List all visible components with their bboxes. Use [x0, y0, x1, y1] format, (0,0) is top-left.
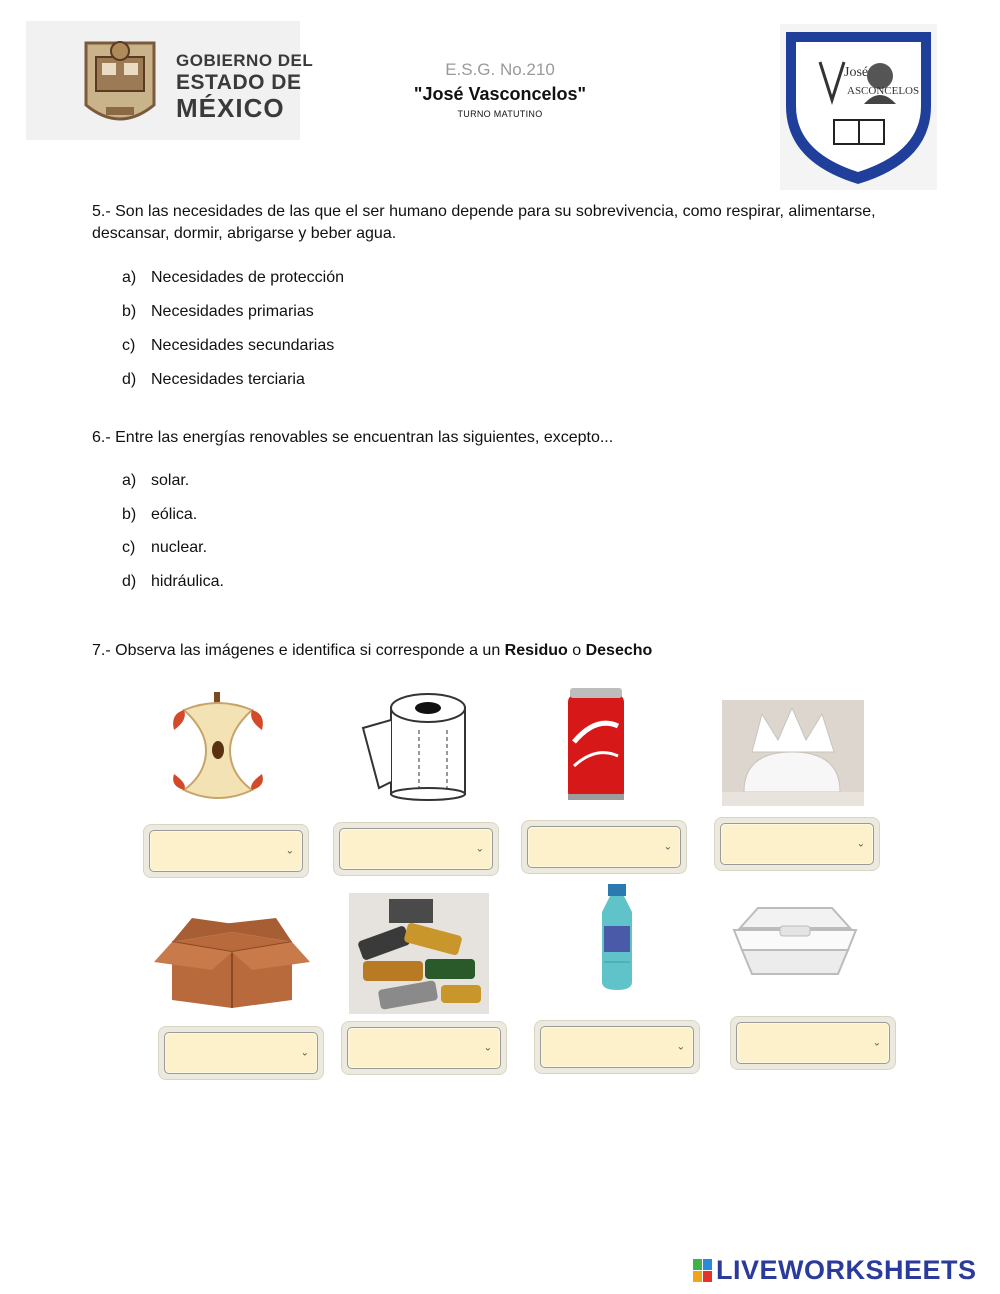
q5-option-a	[122, 269, 344, 287]
gov-line-1: GOBIERNO DEL	[176, 51, 314, 70]
q5-option-b	[122, 303, 314, 321]
question-6-text: 6.- Entre las energías renovables se encuentran las siguientes, excepto...	[92, 429, 614, 446]
chevron-down-icon: ⌄	[475, 843, 484, 855]
option-text: solar.	[151, 472, 190, 489]
option-letter: b)	[122, 303, 137, 320]
q6-option-d	[122, 573, 224, 591]
chevron-down-icon: ⌄	[663, 841, 672, 853]
government-name	[176, 52, 313, 121]
chevron-down-icon: ⌄	[872, 1037, 881, 1049]
gov-line-2: ESTADO DE	[176, 71, 302, 94]
q6-option-c	[122, 539, 207, 557]
liveworksheets-logo	[693, 1255, 977, 1286]
school-shift: TURNO MATUTINO	[457, 109, 543, 119]
q5-option-d	[122, 371, 305, 389]
cardboard-box-image	[152, 912, 312, 1008]
option-letter: a)	[122, 472, 137, 489]
chevron-down-icon: ⌄	[285, 845, 294, 857]
option-letter: c)	[122, 539, 136, 556]
school-name: "José Vasconcelos"	[413, 84, 587, 104]
classification-dropdown-1[interactable]	[143, 824, 309, 878]
classification-dropdown-5[interactable]	[158, 1026, 324, 1080]
lw-blocks-icon	[693, 1259, 713, 1283]
option-letter: c)	[122, 337, 136, 354]
school-code: E.S.G. No.210	[445, 60, 555, 79]
svg-text:ASCONCELOS: ASCONCELOS	[847, 85, 920, 97]
plastic-bottle-image	[592, 882, 642, 992]
q7-middle: o	[567, 642, 586, 659]
classification-dropdown-2[interactable]	[333, 822, 499, 876]
classification-dropdown-3[interactable]	[521, 820, 687, 874]
apple-core-image	[166, 690, 270, 806]
option-text: hidráulica.	[151, 573, 224, 590]
school-shield-icon	[780, 24, 937, 190]
option-text: Necesidades primarias	[151, 303, 314, 320]
question-5-text: 5.- Son las necesidades de las que el ser humano depende para su sobrevivencia, como respirar, alimentarse, descansar, dormir, abrigarse y beber agua.	[92, 203, 876, 242]
svg-text:José: José	[844, 65, 869, 80]
q5-option-c	[122, 337, 334, 355]
q6-option-a	[122, 472, 189, 490]
brand-name: LIVEWORKSHEETS	[716, 1255, 977, 1285]
classification-dropdown-4[interactable]	[714, 817, 880, 871]
option-text: Necesidades de protección	[151, 269, 345, 286]
classification-dropdown-6[interactable]	[341, 1021, 507, 1075]
chevron-down-icon: ⌄	[856, 838, 865, 850]
chevron-down-icon: ⌄	[483, 1042, 492, 1054]
q6-option-b	[122, 506, 197, 524]
school-header	[350, 60, 650, 119]
soda-can-image	[560, 686, 632, 806]
q7-desecho: Desecho	[585, 642, 653, 659]
school-crest	[780, 24, 937, 190]
option-text: Necesidades terciaria	[151, 371, 305, 388]
toilet-paper-image	[355, 690, 473, 802]
option-letter: d)	[122, 371, 137, 388]
chevron-down-icon: ⌄	[300, 1047, 309, 1059]
chevron-down-icon: ⌄	[676, 1041, 685, 1053]
option-text: Necesidades secundarias	[151, 337, 335, 354]
option-letter: a)	[122, 269, 137, 286]
classification-dropdown-7[interactable]	[534, 1020, 700, 1074]
option-text: eólica.	[151, 506, 198, 523]
classification-dropdown-8[interactable]	[730, 1016, 896, 1070]
option-text: nuclear.	[151, 539, 208, 556]
question-7-text	[92, 640, 912, 662]
gov-line-3: MÉXICO	[176, 93, 285, 123]
foam-container-image	[730, 900, 860, 980]
option-letter: b)	[122, 506, 137, 523]
q7-residuo: Residuo	[504, 642, 568, 659]
option-letter: d)	[122, 573, 137, 590]
napkins-image	[722, 700, 864, 806]
q7-prefix: 7.- Observa las imágenes e identifica si corresponde a un	[92, 642, 505, 659]
batteries-image	[349, 893, 489, 1014]
